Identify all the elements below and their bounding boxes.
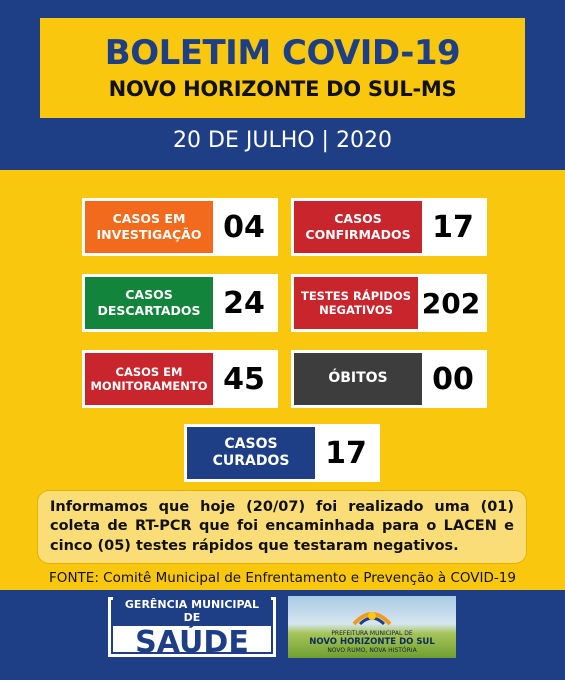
card-rapid-tests: [291, 274, 487, 332]
card-label: CASOS EM INVESTIGAÇÃO: [85, 201, 213, 253]
health-dept-logo: [108, 597, 276, 660]
card-value: 202: [418, 277, 484, 329]
logo-main-text: NOVO HORIZONTE DO SUL: [309, 637, 435, 647]
source-text: FONTE: Comitê Municipal de Enfrentamento e Prevenção à COVID-19: [49, 570, 516, 586]
card-confirmed: [291, 198, 487, 256]
gm-top-label: GERÊNCIA MUNICIPAL DE: [113, 596, 271, 626]
card-label: CASOS CONFIRMADOS: [294, 201, 422, 253]
card-value: 00: [422, 353, 484, 405]
card-label: TESTES RÁPIDOS NEGATIVOS: [294, 277, 418, 329]
stats-panel: [0, 170, 565, 590]
bulletin-date: 20 DE JULHO | 2020: [173, 128, 392, 153]
card-discarded: [82, 274, 278, 332]
card-value: 24: [213, 277, 275, 329]
logo-tagline: NOVO RUMO, NOVA HISTÓRIA: [327, 647, 417, 654]
card-recovered: [184, 424, 380, 482]
card-label: ÓBITOS: [294, 353, 422, 405]
card-value: 45: [213, 353, 275, 405]
card-deaths: [291, 350, 487, 408]
bulletin-subtitle: NOVO HORIZONTE DO SUL-MS: [108, 76, 457, 101]
city-hall-logo: [288, 596, 456, 658]
header-box: [40, 18, 525, 118]
card-label: CASOS CURADOS: [187, 427, 315, 479]
notice-box: [37, 490, 527, 564]
card-value: 04: [213, 201, 275, 253]
card-value: 17: [422, 201, 484, 253]
card-investigation: [82, 198, 278, 256]
card-label: CASOS EM MONITORAMENTO: [85, 353, 213, 405]
card-label: CASOS DESCARTADOS: [85, 277, 213, 329]
gm-bottom-label: SAÚDE: [135, 624, 249, 660]
card-value: 17: [315, 427, 377, 479]
card-monitoring: [82, 350, 278, 408]
logo-small-text: PREFEITURA MUNICIPAL DE: [331, 630, 413, 637]
notice-text: Informamos que hoje (20/07) foi realizado uma (01) coleta de RT-PCR que foi encaminhada para o LACEN e cinco (05) testes rápidos que testaram negativos.: [50, 498, 514, 554]
bulletin-title: BOLETIM COVID-19: [104, 33, 461, 74]
sunrise-icon: [350, 602, 394, 626]
